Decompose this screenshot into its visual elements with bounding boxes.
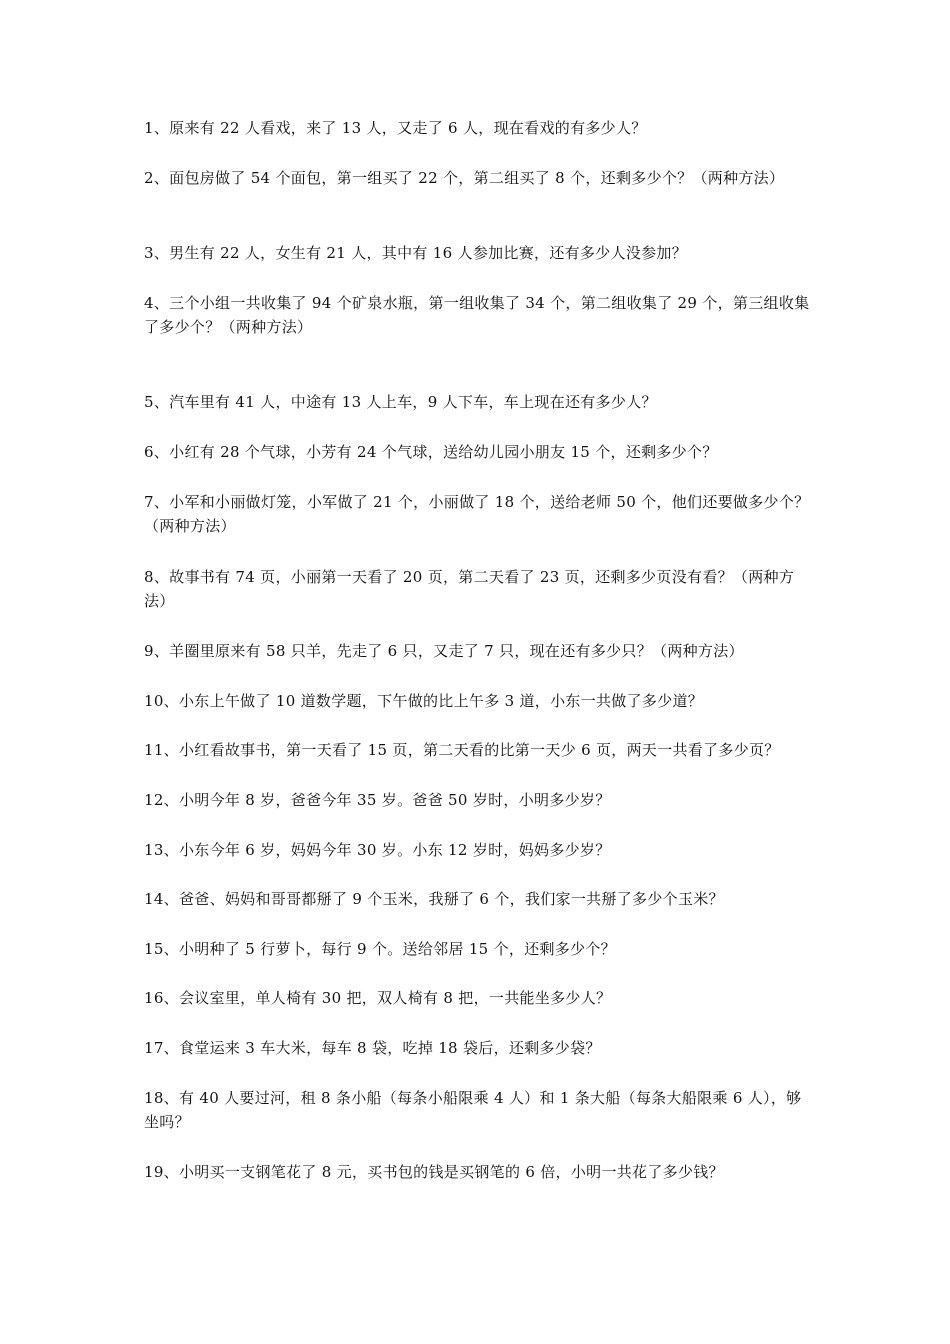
question-14: 14、爸爸、妈妈和哥哥都掰了 9 个玉米，我掰了 6 个，我们家一共掰了多少个玉米？ xyxy=(144,890,724,908)
question-11: 11、小红看故事书，第一天看了 15 页，第二天看的比第一天少 6 页，两天一共看了多少页？ xyxy=(144,741,780,759)
question-15: 15、小明种了 5 行萝卜，每行 9 个。送给邻居 15 个，还剩多少个？ xyxy=(144,940,616,958)
question-2: 2、面包房做了 54 个面包，第一组买了 22 个，第二组买了 8 个，还剩多少个？（两种方法） xyxy=(144,169,785,187)
question-12: 12、小明今年 8 岁，爸爸今年 35 岁。爸爸 50 岁时，小明多少岁？ xyxy=(144,791,611,809)
question-10: 10、小东上午做了 10 道数学题，下午做的比上午多 3 道，小东一共做了多少道？ xyxy=(144,692,704,710)
question-8: 8、故事书有 74 页，小丽第一天看了 20 页，第二天看了 23 页，还剩多少页没有看？（两种方法） xyxy=(144,568,795,610)
question-5: 5、汽车里有 41 人，中途有 13 人上车，9 人下车，车上现在还有多少人？ xyxy=(144,393,657,411)
question-19: 19、小明买一支钢笔花了 8 元，买书包的钱是买钢笔的 6 倍，小明一共花了多少钱？ xyxy=(144,1163,724,1181)
question-7: 7、小军和小丽做灯笼，小军做了 21 个，小丽做了 18 个，送给老师 50 个，他们还要做多少个？（两种方法） xyxy=(144,493,810,535)
question-6: 6、小红有 28 个气球，小芳有 24 个气球，送给幼儿园小朋友 15 个，还剩多少个？ xyxy=(144,443,718,461)
question-17: 17、食堂运来 3 车大米，每车 8 袋，吃掉 18 袋后，还剩多少袋？ xyxy=(144,1039,601,1057)
question-18: 18、有 40 人要过河，租 8 条小船（每条小船限乘 4 人）和 1 条大船（每条大船限乘 6 人），够坐吗？ xyxy=(144,1089,802,1131)
question-3: 3、男生有 22 人，女生有 21 人，其中有 16 人参加比赛，还有多少人没参加？ xyxy=(144,244,688,262)
question-13: 13、小东今年 6 岁，妈妈今年 30 岁。小东 12 岁时，妈妈多少岁？ xyxy=(144,841,611,859)
question-1: 1、原来有 22 人看戏，来了 13 人，又走了 6 人，现在看戏的有多少人？ xyxy=(144,119,647,137)
question-16: 16、会议室里，单人椅有 30 把，双人椅有 8 把，一共能坐多少人？ xyxy=(144,989,612,1007)
question-4: 4、三个小组一共收集了 94 个矿泉水瓶，第一组收集了 34 个，第二组收集了 29 个，第三组收集了多少个？（两种方法） xyxy=(144,294,810,336)
question-9: 9、羊圈里原来有 58 只羊，先走了 6 只，又走了 7 只，现在还有多少只？（两种方法） xyxy=(144,642,744,660)
